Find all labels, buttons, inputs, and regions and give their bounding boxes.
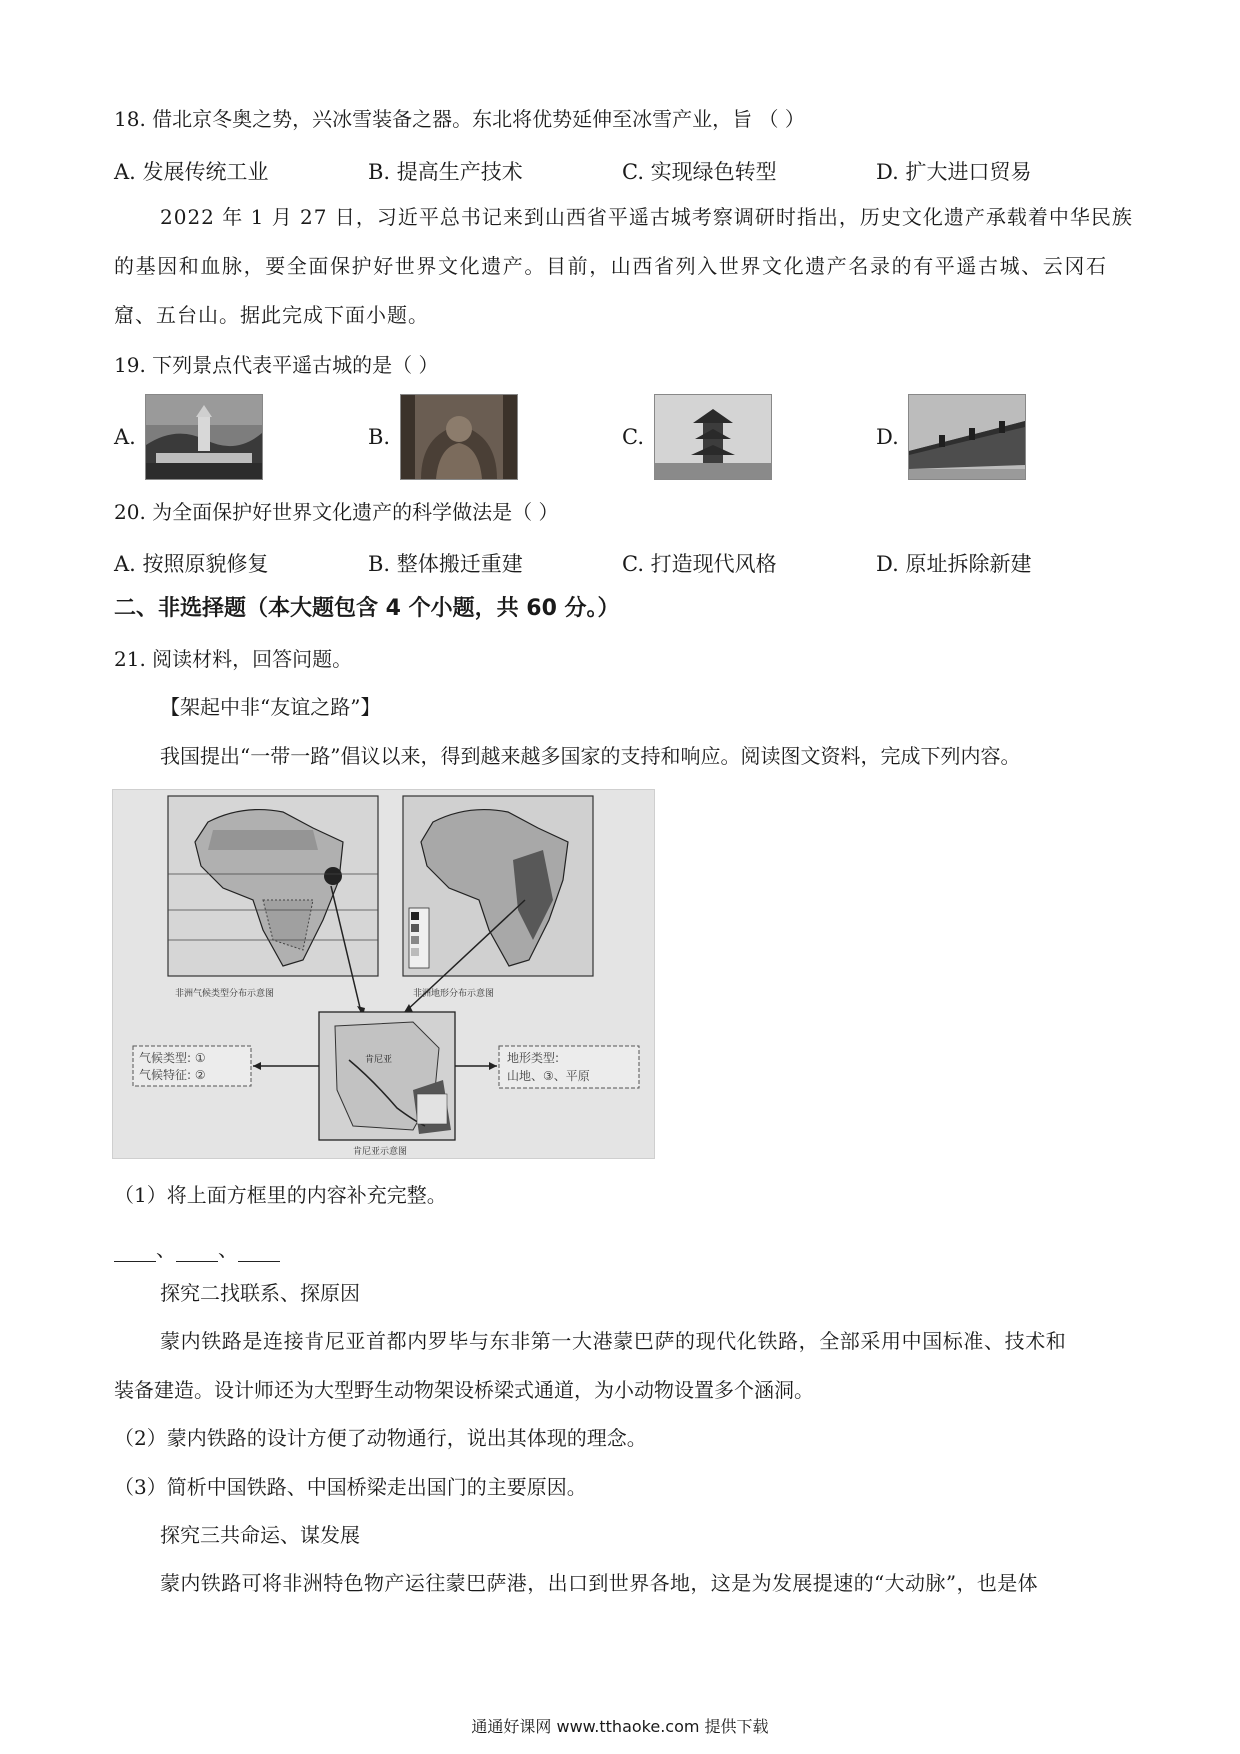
q19-photo-b-buddha bbox=[400, 394, 518, 480]
blank-separator: 、 bbox=[218, 1237, 238, 1261]
q20-option-a: A. 按照原貌修复 bbox=[114, 552, 269, 576]
explore2-title: 探究二找联系、探原因 bbox=[160, 1281, 360, 1305]
q20-option-d: D. 原址拆除新建 bbox=[876, 552, 1032, 576]
q21-p1: （1）将上面方框里的内容补充完整。 bbox=[114, 1183, 447, 1207]
q20-option-c: C. 打造现代风格 bbox=[622, 552, 777, 576]
explore2-line2: 装备建造。设计师还为大型野生动物架设桥梁式通道，为小动物设置多个涵洞。 bbox=[114, 1378, 814, 1402]
q18-option-b: B. 提高生产技术 bbox=[368, 160, 523, 184]
q18-option-d: D. 扩大进口贸易 bbox=[876, 160, 1032, 184]
q21-stem: 21. 阅读材料，回答问题。 bbox=[114, 647, 353, 671]
q19-photo-a-pagoda bbox=[145, 394, 263, 480]
passage1-line3: 窟、五台山。据此完成下面小题。 bbox=[114, 303, 429, 327]
passage1-line1: 2022 年 1 月 27 日，习近平总书记来到山西省平遥古城考察调研时指出，历史文化遗产承载着中华民族 bbox=[160, 205, 1133, 229]
terrain-box-line2: 山地、③、平原 bbox=[507, 1069, 590, 1083]
q18-option-c: C. 实现绿色转型 bbox=[622, 160, 777, 184]
blank-3[interactable] bbox=[238, 1243, 280, 1262]
q21-subtitle: 【架起中非“友谊之路”】 bbox=[160, 695, 381, 719]
explore3-line1: 蒙内铁路可将非洲特色物产运往蒙巴萨港，出口到世界各地，这是为发展提速的“大动脉”，也是体 bbox=[160, 1571, 1039, 1595]
terrain-box-line1: 地形类型: bbox=[507, 1051, 560, 1065]
answer-blanks bbox=[114, 1236, 280, 1262]
q19-photo-d-city-wall bbox=[908, 394, 1026, 480]
map-caption-terrain: 非洲地形分布示意图 bbox=[413, 989, 495, 999]
explore3-title: 探究三共命运、谋发展 bbox=[160, 1523, 360, 1547]
page-footer: 通通好课网 www.tthaoke.com 提供下载 bbox=[471, 1717, 769, 1736]
section2-title: 二、非选择题（本大题包含 4 个小题，共 60 分。） bbox=[114, 596, 620, 621]
q19-label-d: D. bbox=[876, 425, 899, 449]
q18-option-a: A. 发展传统工业 bbox=[114, 160, 269, 184]
q19-label-c: C. bbox=[622, 425, 644, 449]
q21-p2: （2）蒙内铁路的设计方便了动物通行，说出其体现的理念。 bbox=[114, 1426, 647, 1450]
q19-label-b: B. bbox=[368, 425, 391, 449]
map-caption-climate: 非洲气候类型分布示意图 bbox=[175, 989, 275, 999]
blank-1[interactable] bbox=[114, 1243, 156, 1262]
q18-stem: 18. 借北京冬奥之势，兴冰雪装备之器。东北将优势延伸至冰雪产业，旨 （ ） bbox=[114, 107, 805, 131]
africa-kenya-map-figure bbox=[112, 789, 655, 1159]
q20-stem: 20. 为全面保护好世界文化遗产的科学做法是（ ） bbox=[114, 500, 559, 524]
q19-stem: 19. 下列景点代表平遥古城的是（ ） bbox=[114, 353, 439, 377]
q19-photo-c-tower bbox=[654, 394, 772, 480]
climate-box-line2: 气候特征: ② bbox=[139, 1068, 206, 1082]
q21-intro: 我国提出“一带一路”倡议以来，得到越来越多国家的支持和响应。阅读图文资料，完成下列内容。 bbox=[160, 744, 1021, 768]
map-caption-kenya: 肯尼亚示意图 bbox=[353, 1147, 408, 1157]
q21-p3: （3）简析中国铁路、中国桥梁走出国门的主要原因。 bbox=[114, 1475, 587, 1499]
passage1-line2: 的基因和血脉，要全面保护好世界文化遗产。目前，山西省列入世界文化遗产名录的有平遥古城、云冈石 bbox=[114, 254, 1108, 278]
q20-option-b: B. 整体搬迁重建 bbox=[368, 552, 523, 576]
climate-box-line1: 气候类型: ① bbox=[139, 1051, 206, 1065]
q19-label-a: A. bbox=[114, 425, 136, 449]
map-label-kenya: 肯尼亚 bbox=[365, 1055, 393, 1065]
explore2-line1: 蒙内铁路是连接肯尼亚首都内罗毕与东非第一大港蒙巴萨的现代化铁路，全部采用中国标准、技术和 bbox=[160, 1329, 1067, 1353]
blank-separator: 、 bbox=[156, 1237, 176, 1261]
blank-2[interactable] bbox=[176, 1243, 218, 1262]
